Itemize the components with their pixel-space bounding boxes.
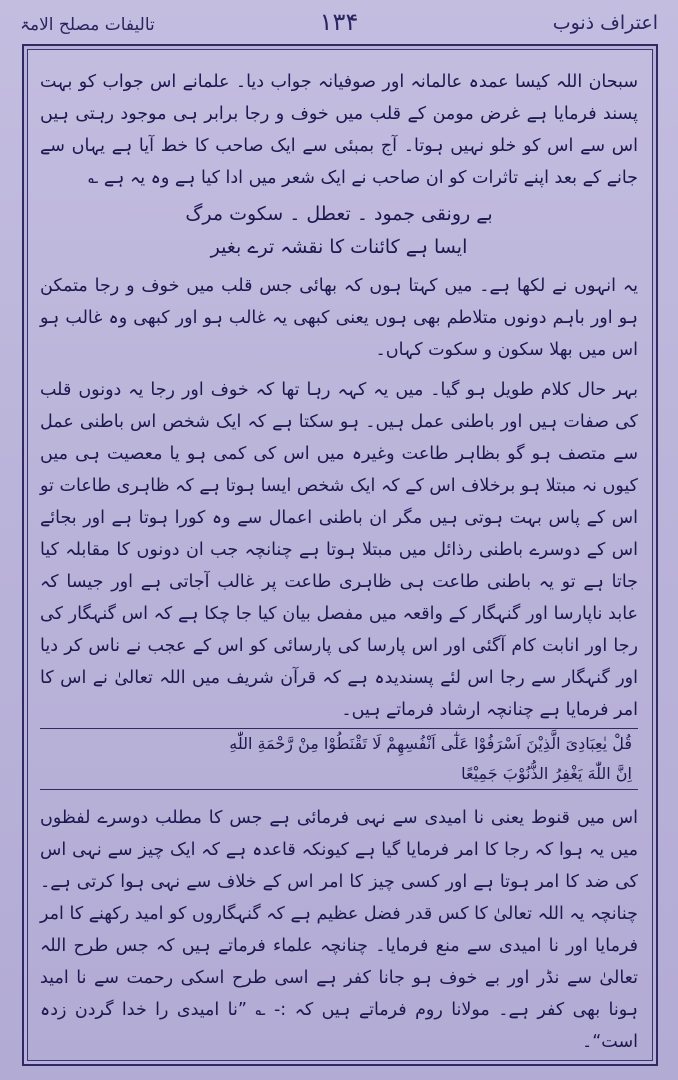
paragraph: سبحان اللہ کیسا عمدہ عالمانہ اور صوفیانہ جواب دیا۔ علمانے اس جواب کو بہت پسند فرمایا ہے غرض مومن کے قلب میں خوف و رجا برابر ہی موجود رہتی ہیں اس سے اس کو خلو نہیں ہوتا۔ آج بمبئی سے ایک صاحب کا خط آیا ہے یہاں سے جانے کے بعد اپنے تاثرات کو ان صاحب نے ایک شعر میں ادا کیا ہے وہ یہ ہے ؎: [40, 72, 638, 188]
paragraph: اس میں قنوط یعنی نا امیدی سے نہی فرمائی ہے جس کا مطلب دوسرے لفظوں میں یہ ہوا کہ رجا کا امر فرمایا گیا ہے کیونکہ قاعدہ ہے کہ ایک چیز سے نہی اس کی ضد کا امر ہوتا ہے اور کسی چیز کا امر اس کے خلاف سے نہی ہوا کرتی ہے۔ چنانچہ یہ اللہ تعالیٰ کا کس قدر فضل عظیم ہے کہ گنہگاروں کو امید رکھنے کا امر فرمایا اور نا امیدی سے منع فرمایا۔ چنانچہ علماء فرماتے ہیں کہ جس طرح اللہ تعالیٰ سے نڈر اور بے خوف ہو جانا کفر ہے اسی طرح اسکی رحمت سے نا امید ہونا بھی کفر ہے۔ مولانا روم فرماتے ہیں کہ :- ؎ ”نا امیدی را خدا گردن زدہ است“۔: [40, 808, 638, 1052]
paragraph: بہر حال کلام طویل ہو گیا۔ میں یہ کہہ رہا تھا کہ خوف اور رجا یہ دونوں قلب کی صفات ہیں اور باطنی عمل ہیں۔ ہو سکتا ہے کہ ایک شخص اس باطنی عمل سے متصف ہو گو بظاہر طاعت وغیرہ میں اس کی کمی ہو یا معصیت ہی میں کیوں نہ مبتلا ہو برخلاف اس کے کہ ایک شخص ایسا ہوتا ہے کہ ظاہری طاعات تو اس کے پاس بہت ہوتی ہیں مگر ان باطنی اعمال سے وہ کورا ہوتا ہے اور بجائے اس کے دوسرے باطنی رذائل میں مبتلا ہوتا ہے چنانچہ جب ان دونوں کا مقابلہ کیا جاتا ہے تو یہ باطنی طاعت ہی ظاہری طاعت پر غالب آجاتی ہے اور جیسا کہ عابد ناپارسا اور گنہگار کے واقعہ میں مفصل بیان کیا جا چکا ہے کہ اس گنہگار کی رجا اور انابت کام آگئی اور اس پارسا کی پارسائی کو اس کے عجب نے ناس کر دیا اور گنہگار سے رجا اس لئے پسندیدہ ہے کہ قرآن شریف میں اللہ تعالیٰ نے اس کا امر فرمایا ہے چنانچہ ارشاد فرماتے ہیں۔: [40, 380, 638, 720]
quran-line: قُلْ یٰعِبَادِیَ الَّذِیْنَ اَسْرَفُوْا عَلٰٓی اَنْفُسِهِمْ لَا تَقْنَطُوْا مِنْ رَّحْمَةِ اللّٰهِ: [229, 734, 632, 753]
book-title: اعتراف ذنوب: [552, 12, 658, 34]
poetry-couplet: [40, 198, 638, 264]
paragraph: یہ انہوں نے لکھا ہے۔ میں کہتا ہوں کہ بھائی جس قلب میں خوف و رجا متمکن ہو اور باہم دونوں متلاطم بھی ہوں یعنی کبھی یہ غالب ہو اور کبھی وہ غالب ہو اس میں بھلا سکون و سکوت کہاں۔: [40, 276, 638, 360]
verse-line: بے رونقی جمود ۔ تعطل ۔ سکوت مرگ: [185, 203, 493, 225]
quran-line: اِنَّ اللّٰهَ یَغْفِرُ الذُّنُوْبَ جَمِیْعًا: [461, 764, 632, 783]
quran-verse: [40, 728, 638, 790]
series-title: تالیفات مصلح الامۃ: [20, 15, 155, 35]
page-body: [40, 66, 638, 1052]
verse-line: ایسا ہے کائنات کا نقشہ ترے بغیر: [210, 236, 468, 258]
page-header: [14, 6, 664, 42]
page-number: ۱۳۴: [319, 8, 359, 36]
